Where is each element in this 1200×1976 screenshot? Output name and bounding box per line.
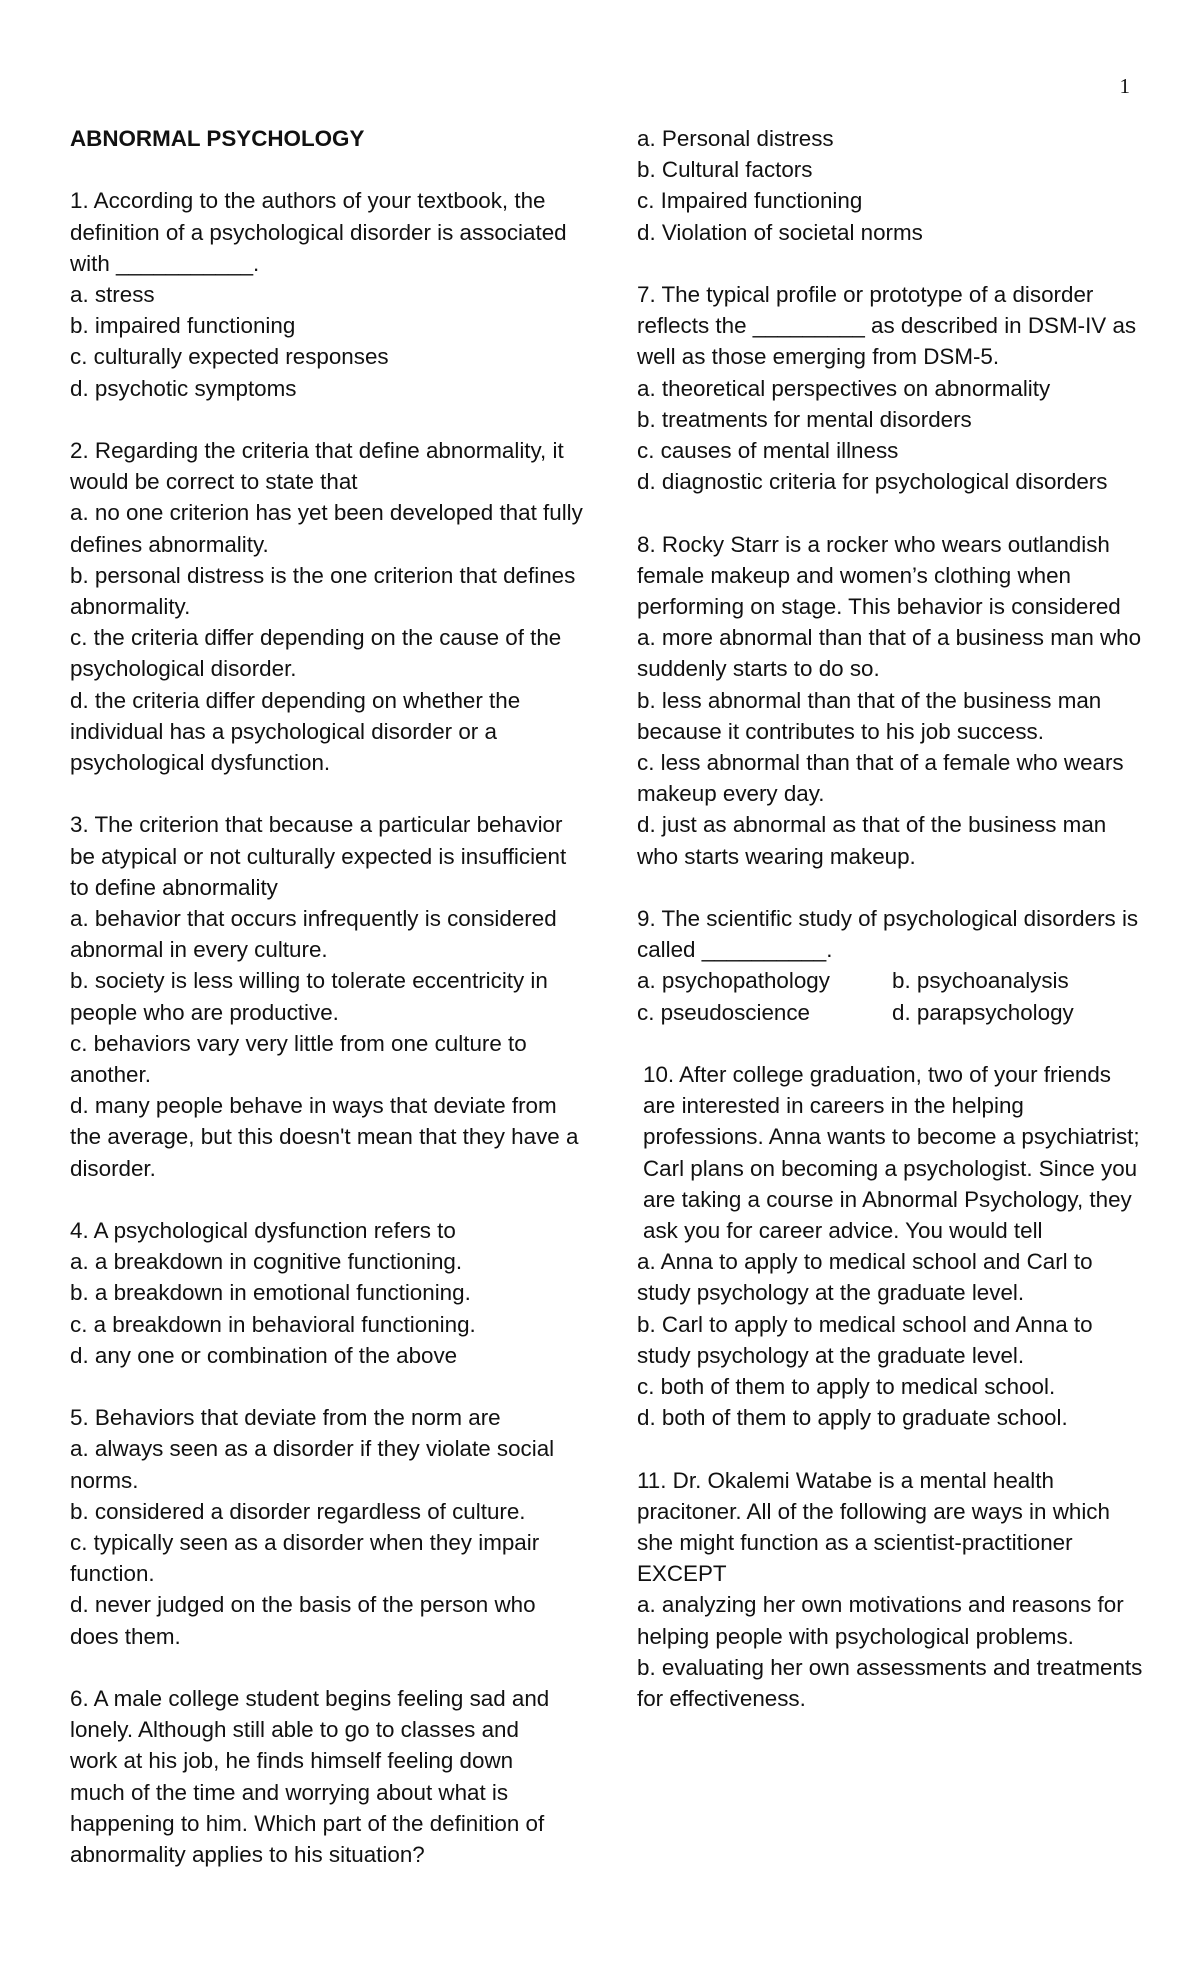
option-a: a. no one criterion has yet been developed that fully defines abnormality.	[70, 500, 583, 557]
option-b: b. Cultural factors	[637, 157, 813, 183]
option-a: a. always seen as a disorder if they violate social norms.	[70, 1436, 555, 1493]
option-a: a. Anna to apply to medical school and Carl to study psychology at the graduate level.	[637, 1249, 1093, 1306]
question-6-stem	[70, 1683, 590, 1870]
question-9	[637, 903, 1147, 1028]
option-a: a. analyzing her own motivations and reasons for helping people with psychological problems.	[637, 1592, 1124, 1649]
option-b: b. a breakdown in emotional functioning.	[70, 1280, 471, 1306]
option-d: d. parapsychology	[892, 999, 1074, 1025]
option-a: a. theoretical perspectives on abnormality	[637, 375, 1051, 401]
option-d: d. diagnostic criteria for psychological disorders	[637, 469, 1108, 495]
question-stem: 3. The criterion that because a particular behavior be atypical or not culturally expected is insufficient to define abnormality	[70, 812, 567, 900]
option-c: c. behaviors vary very little from one culture to another.	[70, 1030, 527, 1088]
option-d: d. Violation of societal norms	[637, 219, 923, 245]
question-stem: 5. Behaviors that deviate from the norm are	[70, 1405, 501, 1431]
option-a: a. behavior that occurs infrequently is considered abnormal in every culture.	[70, 906, 557, 963]
question-10	[637, 1059, 1147, 1433]
question-5	[70, 1402, 590, 1652]
option-b: b. society is less willing to tolerate eccentricity in people who are productive.	[70, 968, 548, 1025]
option-c: c. less abnormal than that of a female who wears makeup every day.	[637, 750, 1124, 807]
option-c: c. Impaired functioning	[637, 188, 863, 214]
option-a: a. more abnormal than that of a business man who suddenly starts to do so.	[637, 625, 1142, 682]
option-d: d. both of them to apply to graduate school.	[637, 1405, 1068, 1431]
option-d: d. just as abnormal as that of the business man who starts wearing makeup.	[637, 812, 1107, 869]
option-a: a. stress	[70, 282, 155, 307]
option-c: c. typically seen as a disorder when they impair function.	[70, 1530, 540, 1587]
question-stem: 8. Rocky Starr is a rocker who wears outlandish female makeup and women’s clothing when performing on stage. This behavior is considered	[637, 531, 1121, 620]
option-d: d. the criteria differ depending on whether the individual has a psychological disorder or a psychological dysfunction.	[70, 687, 521, 776]
option-b: b. considered a disorder regardless of culture.	[70, 1498, 526, 1524]
question-stem: 4. A psychological dysfunction refers to	[70, 1218, 456, 1244]
question-stem: 2. Regarding the criteria that define abnormality, it would be correct to state that	[70, 438, 564, 495]
option-b: b. less abnormal than that of the business man because it contributes to his job success.	[637, 687, 1102, 744]
question-stem: 11. Dr. Okalemi Watabe is a mental health pracitoner. All of the following are ways in which she might function as a scientist-practitioner EXCEPT	[637, 1467, 1110, 1587]
option-c: c. a breakdown in behavioral functioning.	[70, 1311, 476, 1337]
option-b: b. treatments for mental disorders	[637, 406, 972, 432]
option-c: c. both of them to apply to medical school.	[637, 1374, 1056, 1400]
option-a: a. psychopathology	[637, 968, 830, 994]
option-b: b. Carl to apply to medical school and Anna to study psychology at the graduate level.	[637, 1311, 1093, 1368]
left-column	[70, 123, 590, 1901]
question-1	[70, 185, 590, 403]
option-d: d. psychotic symptoms	[70, 375, 297, 401]
question-2	[70, 435, 590, 778]
option-b: b. personal distress is the one criterion that defines abnormality.	[70, 562, 576, 620]
option-b: b. evaluating her own assessments and treatments for effectiveness.	[637, 1654, 1143, 1712]
question-stem: 7. The typical profile or prototype of a disorder reflects the _________ as described in DSM-IV as well as those emerging from DSM-5.	[637, 282, 1137, 370]
question-7	[637, 279, 1147, 497]
question-stem: 6. A male college student begins feeling sad and lonely. Although still able to go to classes and work at his job, he finds himself feeling down much of the time and worrying about what is happening to him. Which part of the definition of abnormality applies to his situation?	[70, 1686, 550, 1868]
question-8	[637, 529, 1147, 872]
question-stem: 10. After college graduation, two of your friends are interested in careers in the helping professions. Anna wants to become a psychiatrist; Carl plans on becoming a psychologist. Since you are taking a course in Abnormal Psychology, they ask you for career advice. You would tell	[643, 1062, 1140, 1244]
question-3	[70, 809, 590, 1183]
question-4	[70, 1215, 590, 1371]
option-row	[637, 997, 1147, 1028]
option-d: d. never judged on the basis of the person who does them.	[70, 1592, 536, 1649]
option-c: c. culturally expected responses	[70, 344, 389, 370]
question-11	[637, 1465, 1147, 1715]
question-stem: 9. The scientific study of psychological disorders is called __________.	[637, 906, 1139, 963]
option-d: d. many people behave in ways that deviate from the average, but this doesn't mean that they have a disorder.	[70, 1093, 579, 1181]
question-6-options	[637, 123, 1147, 248]
option-c: c. pseudoscience	[637, 999, 811, 1025]
option-d: d. any one or combination of the above	[70, 1342, 458, 1368]
option-row	[637, 965, 1147, 996]
question-stem: 1. According to the authors of your textbook, the definition of a psychological disorder is associated with ___________.	[70, 188, 567, 276]
option-a: a. a breakdown in cognitive functioning.	[70, 1249, 463, 1275]
option-c: c. the criteria differ depending on the cause of the psychological disorder.	[70, 625, 562, 682]
page-number: 1	[1119, 74, 1130, 98]
option-a: a. Personal distress	[637, 126, 834, 151]
right-column	[637, 123, 1147, 1745]
option-c: c. causes of mental illness	[637, 438, 899, 464]
option-b: b. psychoanalysis	[892, 968, 1069, 994]
option-b: b. impaired functioning	[70, 313, 296, 339]
document-title: ABNORMAL PSYCHOLOGY	[70, 126, 365, 151]
